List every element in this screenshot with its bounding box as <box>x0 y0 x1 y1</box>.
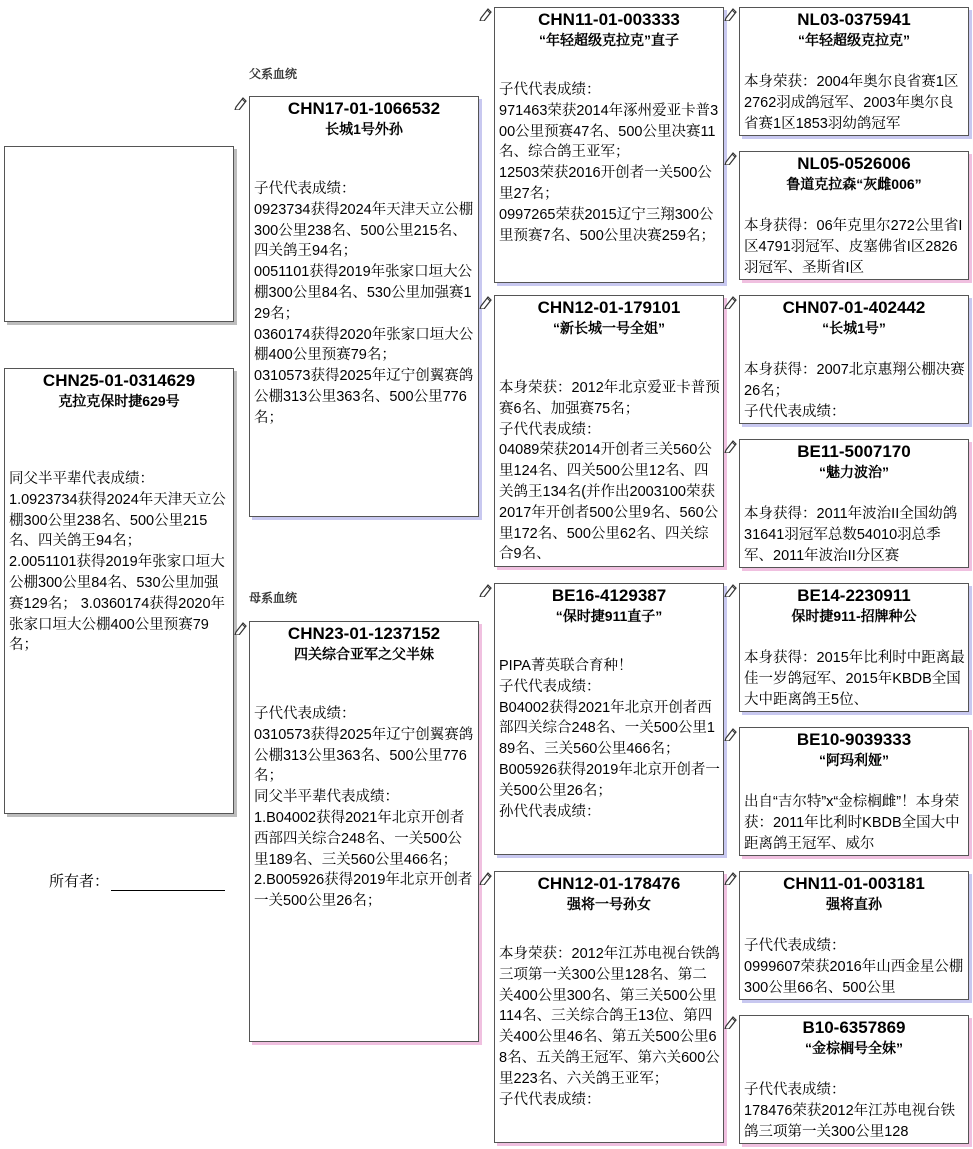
sss-name: “年轻超级克拉克” <box>798 32 910 48</box>
edit-pencil-icon[interactable] <box>724 295 738 309</box>
dam-dam-ring: CHN12-01-178476 <box>537 874 681 893</box>
sire-sire-card <box>494 7 724 283</box>
sire-ring: CHN17-01-1066532 <box>287 99 441 118</box>
sire-dam-name: “新长城一号全姐” <box>553 320 665 336</box>
edit-pencil-icon[interactable] <box>724 7 738 21</box>
sire-name: 长城1号外孙 <box>325 121 403 137</box>
owner-blank-line <box>111 876 225 891</box>
sire-sire-sire-card <box>739 7 969 136</box>
subject-text: 同父半平辈代表成绩： 1.0923734获得2024年天津天立公棚300公里238名、500公里215名、四关鸽王94名； 2.0051101获得2019年张家口垣大公棚300公里84名、530公里加强赛129名； 3.0360174获得2020年张家口垣大公棚400公里预赛79名； <box>9 471 226 654</box>
ddd-text: 子代代表成绩： 178476荣获2012年江苏电视台铁鸽三项第一关300公里128 <box>744 1082 956 1140</box>
maternal-label: 母系血统 <box>249 591 298 605</box>
sire-sire-text: 子代代表成绩： 971463荣获2014年涿州爱亚卡普300公里预赛47名、500公里决赛11名、综合鸽王亚军； 12503荣获2016开创者一关500公里27名； 0997265荣获2015辽宁三翔300公里预赛7名、500公里决赛259名； <box>499 82 719 244</box>
dss-ring: BE14-2230911 <box>797 586 911 605</box>
sdd-name: “魅力波治” <box>819 464 889 480</box>
sire-dam-ring: CHN12-01-179101 <box>537 298 681 317</box>
dam-dam-card <box>494 871 724 1143</box>
ddd-ring: B10-6357869 <box>802 1018 906 1037</box>
sire-sire-ring: CHN11-01-003333 <box>538 10 680 29</box>
subject-card <box>4 368 234 814</box>
dss-text: 本身获得：2015年比利时中距离最佳一岁鸽冠军、2015年KBDB全国大中距离鸽王5位、 <box>744 650 965 708</box>
ssd-name: 鲁道克拉森“灰雌006” <box>786 176 922 192</box>
sire-text: 子代代表成绩： 0923734获得2024年天津天立公棚300公里238名、500公里215名、四关鸽王94名； 0051101获得2019年张家口垣大公棚300公里84名、530公里加强赛129名； 0360174获得2020年张家口垣大公棚400公里预赛79名； 0310573获得2025年辽宁创翼赛鸽公棚313公里363名、500公里776名； <box>254 181 474 426</box>
dam-dam-sire-card <box>739 871 969 1000</box>
paternal-label: 父系血统 <box>249 67 298 81</box>
dsd-text: 出自“吉尔特”x“金棕榈雌”！本身荣获：2011年比利时KBDB全国大中距离鸽王冠军、威尔 <box>744 794 960 852</box>
edit-pencil-icon[interactable] <box>479 583 493 597</box>
sire-dam-dam-card <box>739 439 969 568</box>
ddd-name: “金棕榈号全妹” <box>805 1040 903 1056</box>
dsd-name: “阿玛利娅” <box>819 752 889 768</box>
dss-name: 保时捷911-招牌种公 <box>791 608 917 624</box>
sdd-ring: BE11-5007170 <box>797 442 911 461</box>
edit-pencil-icon[interactable] <box>234 621 248 635</box>
dam-text: 子代代表成绩： 0310573获得2025年辽宁创翼赛鸽公棚313公里363名、500公里776名； 同父半平辈代表成绩： 1.B04002获得2021年北京开创者西部四关综合248名、一关500公里189名、三关560公里466名； 2.B005926获得2019年北京开创者一关500公里26名； <box>254 706 474 910</box>
pigeon-photo-frame <box>4 146 234 322</box>
dam-card <box>249 621 479 1042</box>
sdd-text: 本身获得：2011年波治II全国幼鸽31641羽冠军总数54010羽总季军、2011年波治II分区赛 <box>744 506 958 564</box>
sss-ring: NL03-0375941 <box>797 10 911 29</box>
subject-name: 克拉克保时捷629号 <box>58 393 180 409</box>
sire-card <box>249 96 479 517</box>
edit-pencil-icon[interactable] <box>724 151 738 165</box>
dam-sire-ring: BE16-4129387 <box>551 586 667 605</box>
edit-pencil-icon[interactable] <box>234 96 248 110</box>
dam-dam-name: 强将一号孙女 <box>567 896 651 912</box>
sds-name: “长城1号” <box>822 320 886 336</box>
dam-sire-sire-card <box>739 583 969 712</box>
dam-sire-card <box>494 583 724 855</box>
edit-pencil-icon[interactable] <box>479 295 493 309</box>
edit-pencil-icon[interactable] <box>724 583 738 597</box>
sire-dam-card <box>494 295 724 567</box>
dds-name: 强将直孙 <box>826 896 882 912</box>
owner-label: 所有者： <box>49 873 110 890</box>
edit-pencil-icon[interactable] <box>479 7 493 21</box>
sire-dam-text: 本身荣获：2012年北京爱亚卡普预赛6名、加强赛75名； 子代代表成绩： 04089荣获2014开创者三关560公里124名、四关500公里12名、四关鸽王134名(并作出2003100荣获2017年开创者500公里9名、560公里172名、500公里62名、四关综合9名、 <box>499 380 720 563</box>
edit-pencil-icon[interactable] <box>724 1015 738 1029</box>
dam-dam-text: 本身荣获：2012年江苏电视台铁鸽三项第一关300公里128名、第二关400公里300名、第三关500公里114名、三关综合鸽王13位、第四关400公里46名、第五关500公里68名、五关鸽王冠军、第六关600公里223名、六关鸽王亚军； 子代代表成绩： <box>499 946 720 1108</box>
dam-sire-name: “保时捷911直子” <box>555 608 663 624</box>
sire-sire-dam-card <box>739 151 969 280</box>
sss-text: 本身荣获：2004年奥尔良省赛1区2762羽成鸽冠军、2003年奥尔良省赛1区1853羽幼鸽冠军 <box>744 74 959 132</box>
dds-text: 子代代表成绩： 0999607荣获2016年山西金星公棚300公里66名、500公里 <box>744 938 964 996</box>
edit-pencil-icon[interactable] <box>479 871 493 885</box>
dam-sire-text: PIPA菁英联合育种！ 子代代表成绩： B04002获得2021年北京开创者西部四关综合248名、一关500公里189名、三关560公里466名； B005926获得2019年北京开创者一关500公里26名； 孙代代表成绩： <box>499 658 720 820</box>
dam-name: 四关综合亚军之父半妹 <box>294 646 434 662</box>
edit-pencil-icon[interactable] <box>724 871 738 885</box>
edit-pencil-icon[interactable] <box>724 439 738 453</box>
ssd-text: 本身获得：06年克里尔272公里省I区4791羽冠军、皮塞佛省I区2826羽冠军、圣斯省I区 <box>744 218 963 276</box>
dam-sire-dam-card <box>739 727 969 856</box>
dds-ring: CHN11-01-003181 <box>783 874 925 893</box>
sire-sire-name: “年轻超级克拉克”直子 <box>539 32 679 48</box>
sire-dam-sire-card <box>739 295 969 424</box>
sds-text: 本身获得：2007北京惠翔公棚决赛26名； 子代代表成绩： <box>744 362 965 420</box>
ssd-ring: NL05-0526006 <box>797 154 911 173</box>
dam-ring: CHN23-01-1237152 <box>287 624 441 643</box>
edit-pencil-icon[interactable] <box>724 727 738 741</box>
dsd-ring: BE10-9039333 <box>796 730 912 749</box>
owner-field <box>49 870 225 891</box>
dam-dam-dam-card <box>739 1015 969 1144</box>
subject-ring: CHN25-01-0314629 <box>42 371 196 390</box>
sds-ring: CHN07-01-402442 <box>782 298 926 317</box>
